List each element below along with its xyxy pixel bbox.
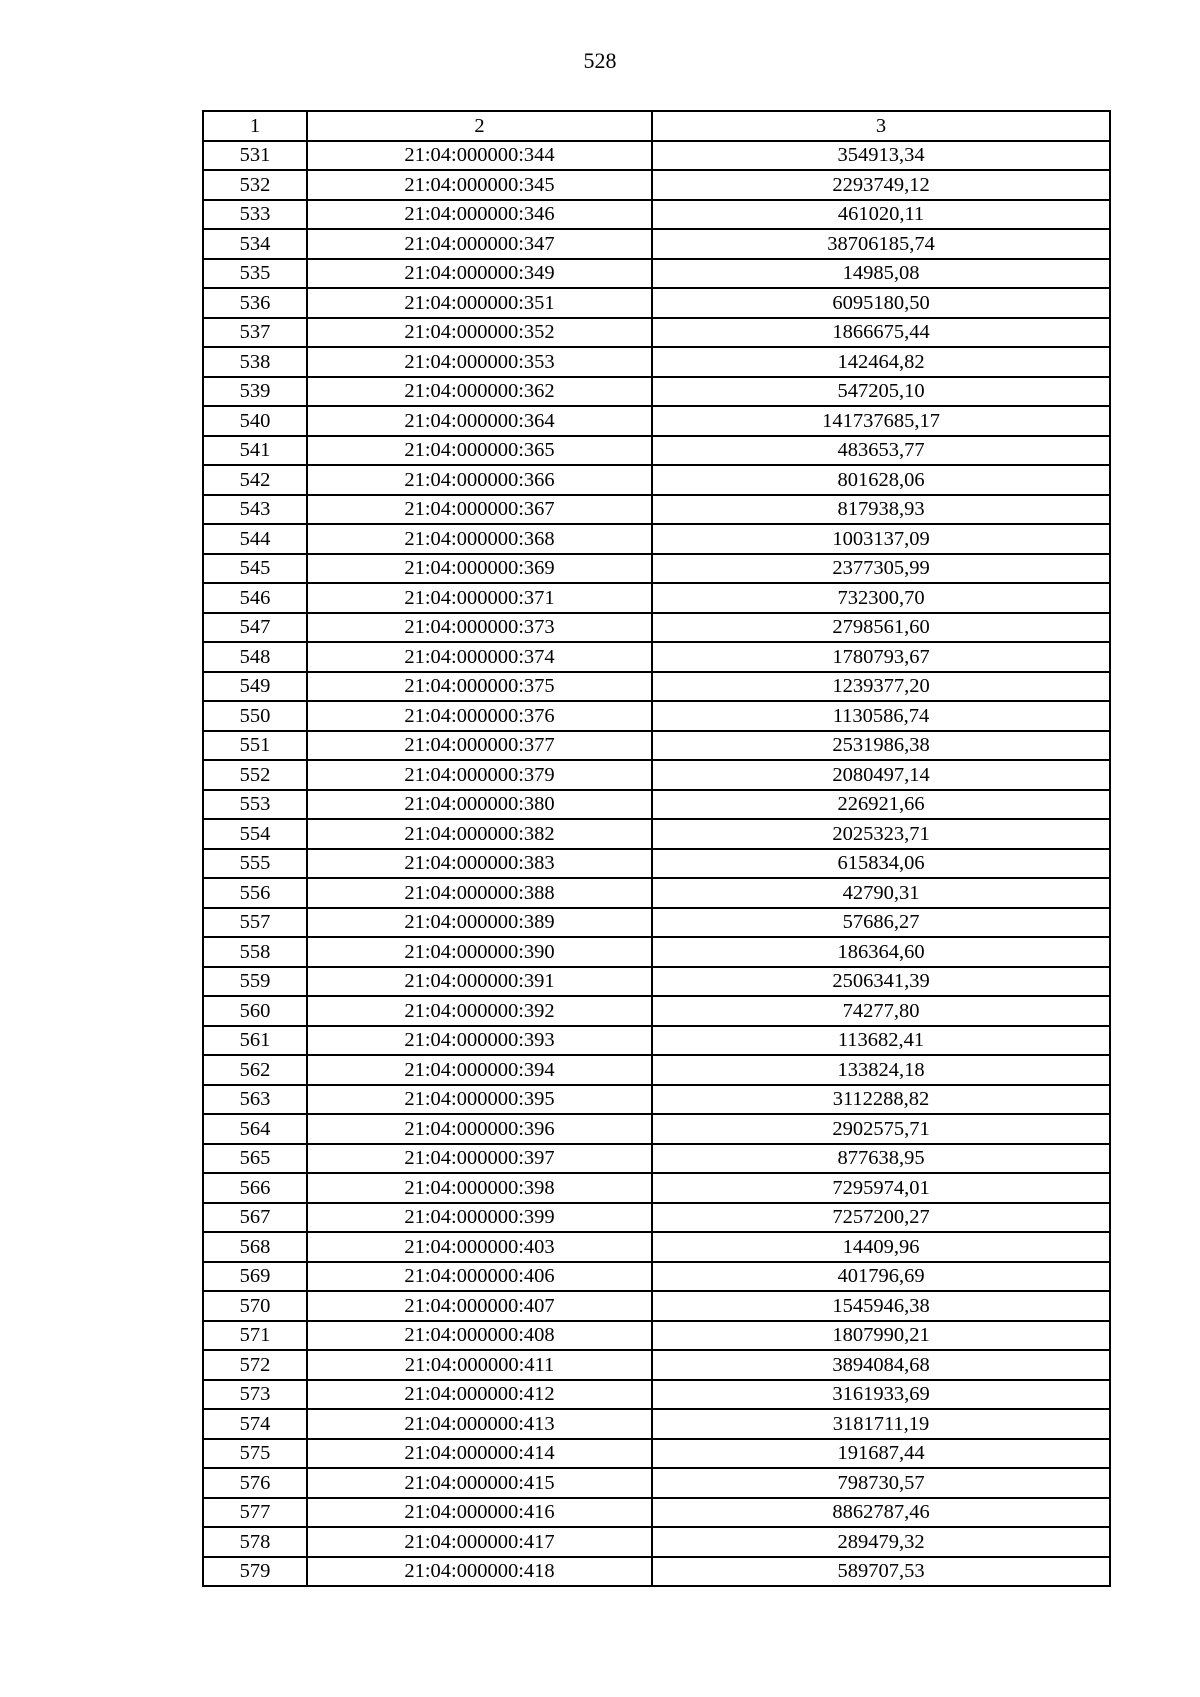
value-cell: 113682,41 xyxy=(652,1026,1110,1056)
row-number-cell: 540 xyxy=(203,406,307,436)
row-number-cell: 577 xyxy=(203,1498,307,1528)
row-number-cell: 542 xyxy=(203,465,307,495)
row-number-cell: 552 xyxy=(203,760,307,790)
row-number-cell: 546 xyxy=(203,583,307,613)
cadastral-number-cell: 21:04:000000:362 xyxy=(307,377,652,407)
row-number-cell: 561 xyxy=(203,1026,307,1056)
cadastral-number-cell: 21:04:000000:418 xyxy=(307,1557,652,1587)
cadastral-number-cell: 21:04:000000:412 xyxy=(307,1380,652,1410)
table-row xyxy=(203,436,1110,466)
row-number-cell: 565 xyxy=(203,1144,307,1174)
table-row xyxy=(203,1498,1110,1528)
cadastral-number-cell: 21:04:000000:415 xyxy=(307,1468,652,1498)
table-row xyxy=(203,967,1110,997)
value-cell: 2293749,12 xyxy=(652,170,1110,200)
data-table xyxy=(202,110,1111,1587)
value-cell: 1003137,09 xyxy=(652,524,1110,554)
table-row xyxy=(203,1409,1110,1439)
cadastral-number-cell: 21:04:000000:353 xyxy=(307,347,652,377)
value-cell: 191687,44 xyxy=(652,1439,1110,1469)
table-body xyxy=(203,141,1110,1587)
cadastral-number-cell: 21:04:000000:397 xyxy=(307,1144,652,1174)
value-cell: 401796,69 xyxy=(652,1262,1110,1292)
cadastral-number-cell: 21:04:000000:393 xyxy=(307,1026,652,1056)
row-number-cell: 551 xyxy=(203,731,307,761)
table-row xyxy=(203,259,1110,289)
cadastral-number-cell: 21:04:000000:373 xyxy=(307,613,652,643)
cadastral-number-cell: 21:04:000000:390 xyxy=(307,937,652,967)
value-cell: 2531986,38 xyxy=(652,731,1110,761)
table-row xyxy=(203,642,1110,672)
row-number-cell: 541 xyxy=(203,436,307,466)
table-row xyxy=(203,760,1110,790)
value-cell: 3181711,19 xyxy=(652,1409,1110,1439)
row-number-cell: 553 xyxy=(203,790,307,820)
table-row xyxy=(203,1527,1110,1557)
row-number-cell: 533 xyxy=(203,200,307,230)
value-cell: 3112288,82 xyxy=(652,1085,1110,1115)
value-cell: 1807990,21 xyxy=(652,1321,1110,1351)
table-row xyxy=(203,878,1110,908)
value-cell: 1866675,44 xyxy=(652,318,1110,348)
table-row xyxy=(203,347,1110,377)
cadastral-number-cell: 21:04:000000:371 xyxy=(307,583,652,613)
cadastral-number-cell: 21:04:000000:364 xyxy=(307,406,652,436)
value-cell: 7257200,27 xyxy=(652,1203,1110,1233)
row-number-cell: 570 xyxy=(203,1291,307,1321)
cadastral-number-cell: 21:04:000000:347 xyxy=(307,229,652,259)
column-header-3: 3 xyxy=(652,111,1110,141)
row-number-cell: 574 xyxy=(203,1409,307,1439)
cadastral-number-cell: 21:04:000000:346 xyxy=(307,200,652,230)
table-row xyxy=(203,731,1110,761)
table-row xyxy=(203,937,1110,967)
row-number-cell: 560 xyxy=(203,996,307,1026)
row-number-cell: 573 xyxy=(203,1380,307,1410)
value-cell: 589707,53 xyxy=(652,1557,1110,1587)
value-cell: 226921,66 xyxy=(652,790,1110,820)
value-cell: 461020,11 xyxy=(652,200,1110,230)
cadastral-number-cell: 21:04:000000:366 xyxy=(307,465,652,495)
table-row xyxy=(203,701,1110,731)
table-row xyxy=(203,229,1110,259)
row-number-cell: 532 xyxy=(203,170,307,200)
value-cell: 2506341,39 xyxy=(652,967,1110,997)
row-number-cell: 559 xyxy=(203,967,307,997)
cadastral-number-cell: 21:04:000000:391 xyxy=(307,967,652,997)
value-cell: 289479,32 xyxy=(652,1527,1110,1557)
table-row xyxy=(203,406,1110,436)
row-number-cell: 547 xyxy=(203,613,307,643)
row-number-cell: 536 xyxy=(203,288,307,318)
row-number-cell: 566 xyxy=(203,1173,307,1203)
table-row xyxy=(203,495,1110,525)
value-cell: 817938,93 xyxy=(652,495,1110,525)
value-cell: 732300,70 xyxy=(652,583,1110,613)
row-number-cell: 558 xyxy=(203,937,307,967)
value-cell: 615834,06 xyxy=(652,849,1110,879)
cadastral-number-cell: 21:04:000000:349 xyxy=(307,259,652,289)
table-row xyxy=(203,1321,1110,1351)
value-cell: 1239377,20 xyxy=(652,672,1110,702)
row-number-cell: 531 xyxy=(203,141,307,171)
row-number-cell: 556 xyxy=(203,878,307,908)
cadastral-number-cell: 21:04:000000:395 xyxy=(307,1085,652,1115)
page-number: 528 xyxy=(583,48,617,73)
row-number-cell: 562 xyxy=(203,1055,307,1085)
cadastral-number-cell: 21:04:000000:414 xyxy=(307,1439,652,1469)
value-cell: 142464,82 xyxy=(652,347,1110,377)
table-row xyxy=(203,1380,1110,1410)
table-row xyxy=(203,583,1110,613)
value-cell: 133824,18 xyxy=(652,1055,1110,1085)
table-row xyxy=(203,1026,1110,1056)
table-row xyxy=(203,819,1110,849)
value-cell: 42790,31 xyxy=(652,878,1110,908)
table-row xyxy=(203,141,1110,171)
row-number-cell: 572 xyxy=(203,1350,307,1380)
value-cell: 7295974,01 xyxy=(652,1173,1110,1203)
table-row xyxy=(203,1144,1110,1174)
value-cell: 2798561,60 xyxy=(652,613,1110,643)
cadastral-number-cell: 21:04:000000:406 xyxy=(307,1262,652,1292)
cadastral-number-cell: 21:04:000000:368 xyxy=(307,524,652,554)
table-row xyxy=(203,1262,1110,1292)
cadastral-number-cell: 21:04:000000:407 xyxy=(307,1291,652,1321)
row-number-cell: 534 xyxy=(203,229,307,259)
cadastral-number-cell: 21:04:000000:376 xyxy=(307,701,652,731)
row-number-cell: 564 xyxy=(203,1114,307,1144)
row-number-cell: 578 xyxy=(203,1527,307,1557)
row-number-cell: 563 xyxy=(203,1085,307,1115)
row-number-cell: 550 xyxy=(203,701,307,731)
value-cell: 57686,27 xyxy=(652,908,1110,938)
cadastral-number-cell: 21:04:000000:377 xyxy=(307,731,652,761)
table-row xyxy=(203,613,1110,643)
row-number-cell: 537 xyxy=(203,318,307,348)
cadastral-number-cell: 21:04:000000:388 xyxy=(307,878,652,908)
table-row xyxy=(203,1085,1110,1115)
row-number-cell: 567 xyxy=(203,1203,307,1233)
value-cell: 3161933,69 xyxy=(652,1380,1110,1410)
table-row xyxy=(203,1439,1110,1469)
row-number-cell: 538 xyxy=(203,347,307,377)
value-cell: 1545946,38 xyxy=(652,1291,1110,1321)
table-row xyxy=(203,377,1110,407)
row-number-cell: 579 xyxy=(203,1557,307,1587)
value-cell: 1130586,74 xyxy=(652,701,1110,731)
table-row xyxy=(203,1232,1110,1262)
row-number-cell: 568 xyxy=(203,1232,307,1262)
column-header-1: 1 xyxy=(203,111,307,141)
value-cell: 141737685,17 xyxy=(652,406,1110,436)
table-row xyxy=(203,849,1110,879)
table-row xyxy=(203,1114,1110,1144)
value-cell: 483653,77 xyxy=(652,436,1110,466)
value-cell: 2902575,71 xyxy=(652,1114,1110,1144)
table-row xyxy=(203,1557,1110,1587)
table-row xyxy=(203,1350,1110,1380)
table-row xyxy=(203,318,1110,348)
cadastral-number-cell: 21:04:000000:389 xyxy=(307,908,652,938)
table-row xyxy=(203,1203,1110,1233)
table-row xyxy=(203,200,1110,230)
value-cell: 74277,80 xyxy=(652,996,1110,1026)
cadastral-number-cell: 21:04:000000:352 xyxy=(307,318,652,348)
row-number-cell: 557 xyxy=(203,908,307,938)
table-row xyxy=(203,996,1110,1026)
row-number-cell: 569 xyxy=(203,1262,307,1292)
table-row xyxy=(203,1468,1110,1498)
value-cell: 1780793,67 xyxy=(652,642,1110,672)
table-row xyxy=(203,524,1110,554)
row-number-cell: 549 xyxy=(203,672,307,702)
cadastral-number-cell: 21:04:000000:344 xyxy=(307,141,652,171)
value-cell: 2025323,71 xyxy=(652,819,1110,849)
cadastral-number-cell: 21:04:000000:417 xyxy=(307,1527,652,1557)
cadastral-number-cell: 21:04:000000:380 xyxy=(307,790,652,820)
table-row xyxy=(203,170,1110,200)
row-number-cell: 575 xyxy=(203,1439,307,1469)
value-cell: 2080497,14 xyxy=(652,760,1110,790)
value-cell: 877638,95 xyxy=(652,1144,1110,1174)
table-row xyxy=(203,1291,1110,1321)
cadastral-number-cell: 21:04:000000:383 xyxy=(307,849,652,879)
cadastral-number-cell: 21:04:000000:413 xyxy=(307,1409,652,1439)
row-number-cell: 543 xyxy=(203,495,307,525)
cadastral-number-cell: 21:04:000000:392 xyxy=(307,996,652,1026)
cadastral-number-cell: 21:04:000000:399 xyxy=(307,1203,652,1233)
table-row xyxy=(203,288,1110,318)
table-row xyxy=(203,908,1110,938)
row-number-cell: 535 xyxy=(203,259,307,289)
cadastral-number-cell: 21:04:000000:408 xyxy=(307,1321,652,1351)
cadastral-number-cell: 21:04:000000:345 xyxy=(307,170,652,200)
table-row xyxy=(203,1173,1110,1203)
row-number-cell: 554 xyxy=(203,819,307,849)
table-row xyxy=(203,554,1110,584)
cadastral-number-cell: 21:04:000000:411 xyxy=(307,1350,652,1380)
value-cell: 547205,10 xyxy=(652,377,1110,407)
row-number-cell: 545 xyxy=(203,554,307,584)
value-cell: 798730,57 xyxy=(652,1468,1110,1498)
cadastral-number-cell: 21:04:000000:365 xyxy=(307,436,652,466)
cadastral-number-cell: 21:04:000000:398 xyxy=(307,1173,652,1203)
cadastral-number-cell: 21:04:000000:416 xyxy=(307,1498,652,1528)
value-cell: 8862787,46 xyxy=(652,1498,1110,1528)
value-cell: 3894084,68 xyxy=(652,1350,1110,1380)
row-number-cell: 576 xyxy=(203,1468,307,1498)
cadastral-number-cell: 21:04:000000:351 xyxy=(307,288,652,318)
row-number-cell: 544 xyxy=(203,524,307,554)
column-header-2: 2 xyxy=(307,111,652,141)
cadastral-number-cell: 21:04:000000:379 xyxy=(307,760,652,790)
row-number-cell: 555 xyxy=(203,849,307,879)
value-cell: 801628,06 xyxy=(652,465,1110,495)
table-header-row xyxy=(203,111,1110,141)
cadastral-number-cell: 21:04:000000:403 xyxy=(307,1232,652,1262)
table-row xyxy=(203,1055,1110,1085)
cadastral-number-cell: 21:04:000000:394 xyxy=(307,1055,652,1085)
table-row xyxy=(203,465,1110,495)
value-cell: 186364,60 xyxy=(652,937,1110,967)
value-cell: 14985,08 xyxy=(652,259,1110,289)
cadastral-number-cell: 21:04:000000:374 xyxy=(307,642,652,672)
value-cell: 2377305,99 xyxy=(652,554,1110,584)
cadastral-number-cell: 21:04:000000:396 xyxy=(307,1114,652,1144)
row-number-cell: 571 xyxy=(203,1321,307,1351)
row-number-cell: 548 xyxy=(203,642,307,672)
row-number-cell: 539 xyxy=(203,377,307,407)
cadastral-number-cell: 21:04:000000:367 xyxy=(307,495,652,525)
cadastral-number-cell: 21:04:000000:382 xyxy=(307,819,652,849)
value-cell: 354913,34 xyxy=(652,141,1110,171)
value-cell: 38706185,74 xyxy=(652,229,1110,259)
table-row xyxy=(203,790,1110,820)
cadastral-number-cell: 21:04:000000:375 xyxy=(307,672,652,702)
table-row xyxy=(203,672,1110,702)
value-cell: 6095180,50 xyxy=(652,288,1110,318)
value-cell: 14409,96 xyxy=(652,1232,1110,1262)
cadastral-number-cell: 21:04:000000:369 xyxy=(307,554,652,584)
